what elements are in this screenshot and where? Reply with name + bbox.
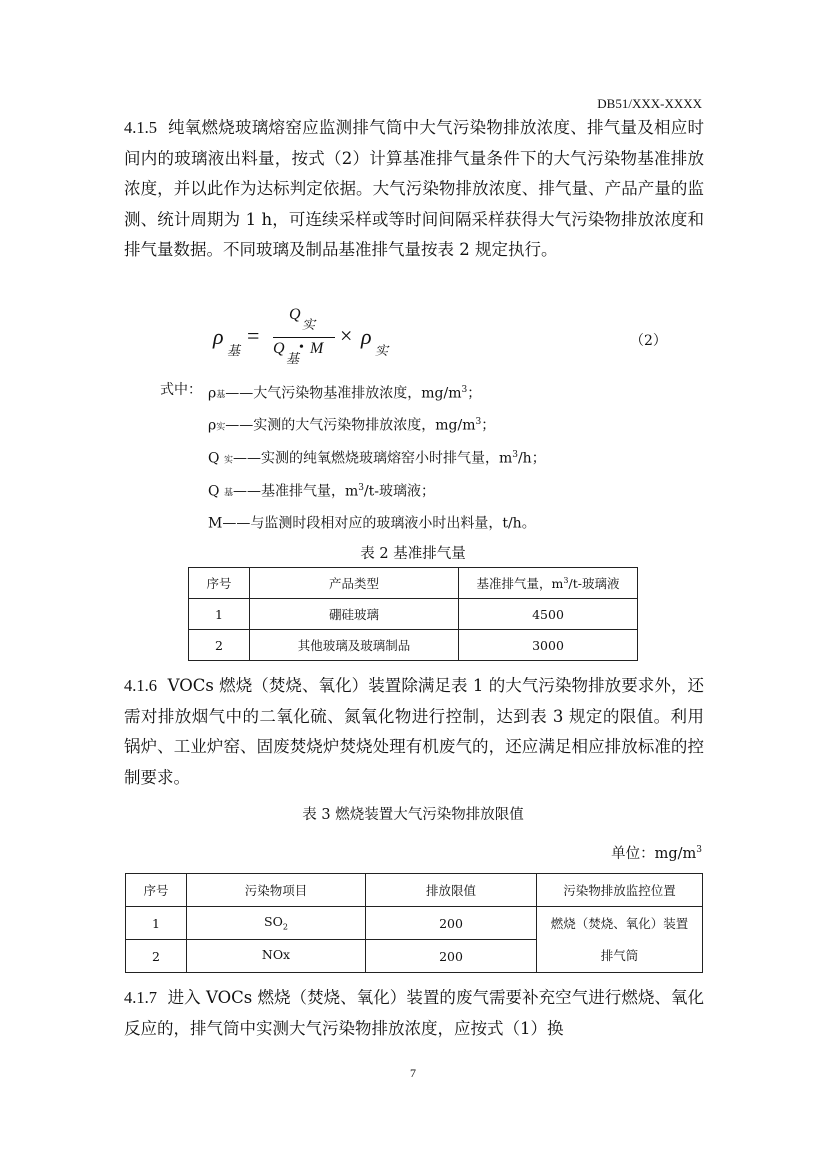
formula-2 [205, 306, 667, 366]
formula-lhs-sub: 基 [227, 343, 241, 358]
section-4-1-7 [124, 983, 704, 1044]
page-number: 7 [410, 1066, 416, 1080]
table-cell: 其他玻璃及玻璃制品 [250, 630, 459, 661]
formula-den-sub: 基 [286, 351, 300, 366]
definitions-intro: 式中： [160, 382, 202, 398]
section-number: 4.1.5 [124, 118, 157, 137]
equation-number: （2） [630, 333, 667, 349]
formula-num-symbol: Q [289, 306, 301, 323]
table-cell: 2 [189, 630, 250, 661]
table-cell: 2 [126, 940, 187, 973]
header-cell: 排放限值 [366, 874, 537, 907]
table-3 [125, 873, 703, 973]
header-cell: 序号 [126, 874, 187, 907]
document-code: DB51/XXX-XXXX [597, 96, 702, 111]
fraction-line [273, 337, 335, 338]
formula-den-symbol: Q [273, 340, 285, 357]
formula-rhs-sub: 实 [375, 343, 389, 358]
header-cell: 序号 [189, 568, 250, 599]
table-row [126, 907, 703, 940]
table-cell: 4500 [459, 599, 638, 630]
table-cell: 1 [189, 599, 250, 630]
section-text: VOCs 燃烧（焚烧、氧化）装置除满足表 1 的大气污染物排放要求外，还需对排放烟气中的二氧化硫、氮氧化物进行控制，达到表 3 规定的限值。利用锅炉、工业炉窑、固废焚烧炉焚烧处理有机废气的，还应满足相应排放标准的控制要求。 [124, 676, 704, 787]
section-number: 4.1.7 [124, 988, 157, 1007]
table-header-row [189, 568, 638, 599]
table-2 [188, 567, 638, 661]
definition-item: Q 实——实测的纯氧燃烧玻璃熔窑小时排气量，$m^3/h$； [208, 450, 546, 467]
section-text: 进入 VOCs 燃烧（焚烧、氧化）装置的废气需要补充空气进行燃烧、氧化反应的，排气筒中实测大气污染物排放浓度，应按式（1）换 [124, 988, 704, 1038]
table-cell: 200 [366, 907, 537, 940]
table-2-caption: 表 2 基准排气量 [360, 546, 466, 562]
section-text: 纯氧燃烧玻璃熔窑应监测排气筒中大气污染物排放浓度、排气量及相应时间内的玻璃液出料量，按式（2）计算基准排气量条件下的大气污染物基准排放浓度，并以此作为达标判定依据。大气污染物排放浓度、排气量、产品产量的监测、统计周期为 1 h，可连续采样或等时间间隔采样获得大气污染物排放浓度和排气量数据。不同玻璃及制品基准排气量按表 2 规定执行。 [124, 118, 705, 259]
section-4-1-5 [124, 113, 704, 266]
table-cell: 1 [126, 907, 187, 940]
table-header-row [126, 874, 703, 907]
definition-item: Q 基——基准排气量，$m^3/t-$玻璃液； [208, 483, 436, 500]
formula-den-dot: • [299, 340, 304, 355]
header-cell: 产品类型 [250, 568, 459, 599]
table-3-caption: 表 3 燃烧装置大气污染物排放限值 [302, 807, 524, 823]
section-number: 4.1.6 [124, 676, 157, 695]
table-row [189, 599, 638, 630]
formula-num-sub: 实 [302, 317, 316, 332]
formula-times: × [340, 323, 353, 348]
definition-item: ρ基——大气污染物基准排放浓度，$mg/m^3$； [208, 385, 482, 402]
table-cell-location: 燃烧（焚烧、氧化）装置 排气筒 [537, 907, 703, 973]
definition-item: ρ实——实测的大气污染物排放浓度，$mg/m^3$； [208, 417, 496, 434]
formula-den-m: M [310, 340, 324, 357]
table-cell: NOx [187, 940, 366, 973]
formula-lhs-symbol: ρ [213, 324, 224, 349]
table-cell: 硼硅玻璃 [250, 599, 459, 630]
header-cell: 污染物排放监控位置 [537, 874, 703, 907]
header-cell: 污染物项目 [187, 874, 366, 907]
definition-item: M——与监测时段相对应的玻璃液小时出料量，t/h。 [208, 515, 536, 532]
formula-rhs-symbol: ρ [361, 324, 372, 349]
formula-equals: = [247, 323, 260, 348]
table-cell: 3000 [459, 630, 638, 661]
table-row [189, 630, 638, 661]
table-cell: $SO_2$ [187, 907, 366, 940]
section-4-1-6 [124, 671, 704, 793]
header-cell: 基准排气量，$m^3/t-$玻璃液 [459, 568, 638, 599]
table-3-unit: 单位：$mg/m^3$ [611, 845, 702, 862]
table-cell: 200 [366, 940, 537, 973]
